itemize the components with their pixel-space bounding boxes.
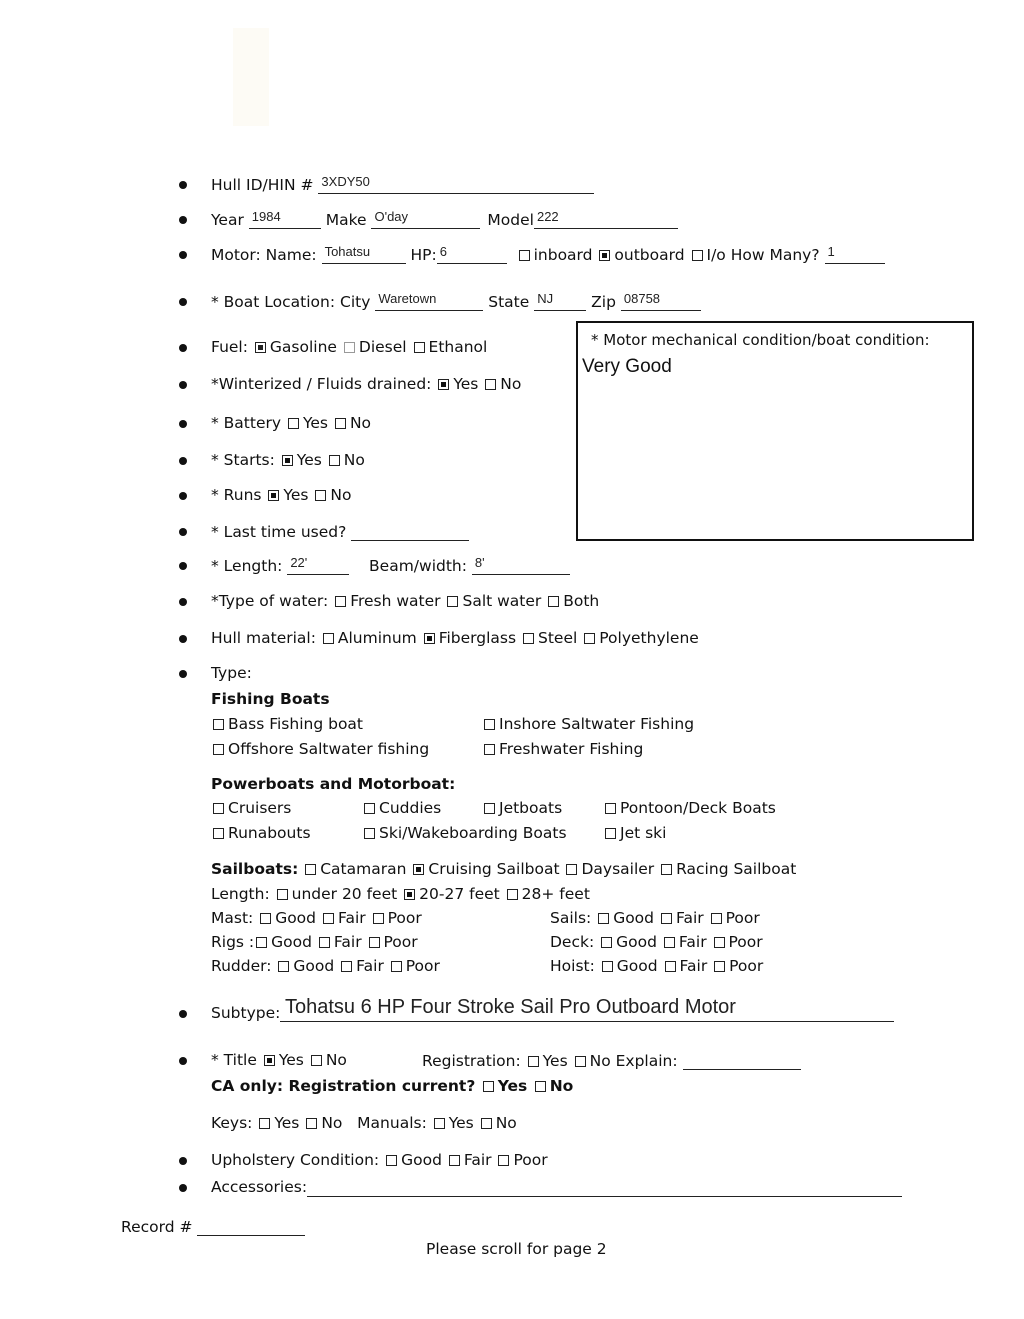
city-value: Waretown xyxy=(378,291,437,306)
upholstery-good-label: Good xyxy=(401,1151,442,1169)
deck-fair-label: Fair xyxy=(678,933,707,951)
manuals-no-label: No xyxy=(495,1114,517,1132)
hoist-poor-checkbox[interactable] xyxy=(714,961,725,972)
rudder-poor-checkbox[interactable] xyxy=(391,961,402,972)
bullet xyxy=(179,1057,187,1065)
starts-no-label: No xyxy=(343,451,365,469)
starts-yes-checkbox[interactable] xyxy=(282,455,293,466)
beam-label: Beam/width: xyxy=(369,557,467,575)
fiberglass-checkbox[interactable] xyxy=(424,633,435,644)
city-label: * Boat Location: City xyxy=(211,293,371,311)
ca-yes-label: Yes xyxy=(497,1077,528,1095)
20-27-checkbox[interactable] xyxy=(404,889,415,900)
freshwater-checkbox[interactable] xyxy=(484,744,495,755)
title-yes-label: Yes xyxy=(278,1051,304,1069)
registration-explain-field[interactable] xyxy=(683,1051,801,1070)
outboard-label: outboard xyxy=(614,246,685,264)
title-no-label: No xyxy=(325,1051,347,1069)
sailboats-row xyxy=(211,860,796,878)
starts-row xyxy=(211,451,365,469)
rigs-row xyxy=(211,933,418,951)
diesel-label: Diesel xyxy=(358,338,407,356)
ca-no-checkbox[interactable] xyxy=(535,1081,546,1092)
sail-length-row xyxy=(211,885,590,903)
inboard-label: inboard xyxy=(533,246,593,264)
make-value: O'day xyxy=(374,209,409,224)
mast-fair-checkbox[interactable] xyxy=(323,913,334,924)
state-label: State xyxy=(488,293,530,311)
runs-yes-label: Yes xyxy=(283,486,309,504)
freshwater-label: Freshwater Fishing xyxy=(499,740,644,758)
fresh-water-checkbox[interactable] xyxy=(335,596,346,607)
freshwater-option xyxy=(482,740,643,758)
keys-no-label: No xyxy=(321,1114,343,1132)
manuals-no-checkbox[interactable] xyxy=(481,1118,492,1129)
pontoon-checkbox[interactable] xyxy=(605,803,616,814)
make-field[interactable] xyxy=(371,210,480,229)
cuddies-option xyxy=(362,799,441,817)
offshore-label: Offshore Saltwater fishing xyxy=(228,740,430,758)
ethanol-label: Ethanol xyxy=(428,338,488,356)
fuel-label: Fuel: xyxy=(211,338,248,356)
upholstery-fair-checkbox[interactable] xyxy=(449,1155,460,1166)
daysailer-checkbox[interactable] xyxy=(566,864,577,875)
last-used-row xyxy=(211,522,469,541)
rigs-poor-checkbox[interactable] xyxy=(369,937,380,948)
registration-label: Registration: xyxy=(422,1052,521,1070)
winterized-no-checkbox[interactable] xyxy=(485,379,496,390)
year-row xyxy=(211,210,678,229)
length-label: * Length: xyxy=(211,557,283,575)
water-label: *Type of water: xyxy=(211,592,329,610)
rigs-good-checkbox[interactable] xyxy=(256,937,267,948)
rudder-good-label: Good xyxy=(293,957,335,975)
bullet xyxy=(179,381,187,389)
motor-name-value: Tohatsu xyxy=(324,244,371,259)
ca-row xyxy=(211,1077,573,1095)
bullet xyxy=(179,251,187,259)
registration-row xyxy=(422,1051,801,1070)
model-label: Model xyxy=(487,211,534,229)
motor-label: Motor: Name: xyxy=(211,246,317,264)
jetski-label: Jet ski xyxy=(620,824,667,842)
zip-value: 08758 xyxy=(623,291,661,306)
hull-row xyxy=(211,175,594,194)
keys-no-checkbox[interactable] xyxy=(306,1118,317,1129)
make-label: Make xyxy=(325,211,367,229)
rigs-poor-label: Poor xyxy=(383,933,418,951)
registration-no-checkbox[interactable] xyxy=(575,1056,586,1067)
ethanol-checkbox[interactable] xyxy=(414,342,425,353)
sails-row xyxy=(550,909,760,927)
cuddies-checkbox[interactable] xyxy=(364,803,375,814)
sails-poor-label: Poor xyxy=(725,909,760,927)
inshore-label: Inshore Saltwater Fishing xyxy=(499,715,695,733)
water-row xyxy=(211,592,599,610)
rudder-fair-checkbox[interactable] xyxy=(341,961,352,972)
offshore-option xyxy=(211,740,429,758)
ski-label: Ski/Wakeboarding Boats xyxy=(379,824,567,842)
upholstery-row xyxy=(211,1151,548,1169)
state-field[interactable] xyxy=(534,292,586,311)
battery-label: * Battery xyxy=(211,414,282,432)
ski-checkbox[interactable] xyxy=(364,828,375,839)
gasoline-checkbox[interactable] xyxy=(255,342,266,353)
keys-yes-checkbox[interactable] xyxy=(259,1118,270,1129)
registration-yes-label: Yes xyxy=(542,1052,568,1070)
hoist-good-checkbox[interactable] xyxy=(602,961,613,972)
battery-no-checkbox[interactable] xyxy=(335,418,346,429)
jetski-option xyxy=(603,824,666,842)
deck-fair-checkbox[interactable] xyxy=(664,937,675,948)
bullet xyxy=(179,492,187,500)
both-water-label: Both xyxy=(563,592,600,610)
accessories-label: Accessories: xyxy=(211,1178,308,1196)
title-label: * Title xyxy=(211,1051,257,1069)
bullet xyxy=(179,1010,187,1018)
upholstery-poor-checkbox[interactable] xyxy=(498,1155,509,1166)
manuals-yes-label: Yes xyxy=(448,1114,474,1132)
steel-label: Steel xyxy=(538,629,578,647)
starts-label: * Starts: xyxy=(211,451,275,469)
subtype-field[interactable] xyxy=(280,996,894,1022)
bullet xyxy=(179,457,187,465)
keys-yes-label: Yes xyxy=(274,1114,300,1132)
state-value: NJ xyxy=(537,291,554,306)
upholstery-fair-label: Fair xyxy=(463,1151,492,1169)
beam-field[interactable] xyxy=(472,556,570,575)
title-no-checkbox[interactable] xyxy=(311,1055,322,1066)
deck-good-checkbox[interactable] xyxy=(601,937,612,948)
battery-row xyxy=(211,414,371,432)
title-yes-checkbox[interactable] xyxy=(264,1055,275,1066)
mast-good-label: Good xyxy=(275,909,317,927)
polyethylene-checkbox[interactable] xyxy=(584,633,595,644)
upholstery-good-checkbox[interactable] xyxy=(386,1155,397,1166)
jetboats-checkbox[interactable] xyxy=(484,803,495,814)
mast-poor-label: Poor xyxy=(387,909,422,927)
hoist-poor-label: Poor xyxy=(729,957,764,975)
rigs-label: Rigs : xyxy=(211,933,255,951)
motor-row xyxy=(211,245,885,264)
record-label: Record # xyxy=(121,1218,193,1236)
bass-label: Bass Fishing boat xyxy=(228,715,363,733)
hull-field[interactable] xyxy=(318,175,594,194)
deck-row xyxy=(550,933,763,951)
diesel-checkbox[interactable] xyxy=(344,342,355,353)
location-row xyxy=(211,292,701,311)
mast-row xyxy=(211,909,422,927)
inboard-checkbox[interactable] xyxy=(519,250,530,261)
starts-no-checkbox[interactable] xyxy=(329,455,340,466)
20-27-label: 20-27 feet xyxy=(419,885,500,903)
bullet xyxy=(179,562,187,570)
accessories-field[interactable] xyxy=(307,1178,902,1197)
condition-value: Very Good xyxy=(582,356,672,377)
winterized-no-label: No xyxy=(500,375,522,393)
mast-good-checkbox[interactable] xyxy=(260,913,271,924)
winterized-label: *Winterized / Fluids drained: xyxy=(211,375,432,393)
how-many-value: 1 xyxy=(827,244,835,259)
sails-good-label: Good xyxy=(613,909,655,927)
cruising-sailboat-checkbox[interactable] xyxy=(413,864,424,875)
year-field[interactable] xyxy=(249,210,321,229)
last-used-field[interactable] xyxy=(351,522,469,541)
how-many-field[interactable] xyxy=(825,245,885,264)
sail-length-label: Length: xyxy=(211,885,270,903)
runabouts-option xyxy=(211,824,311,842)
bass-checkbox[interactable] xyxy=(213,719,224,730)
aluminum-label: Aluminum xyxy=(337,629,417,647)
ski-option xyxy=(362,824,567,842)
jetski-checkbox[interactable] xyxy=(605,828,616,839)
starts-yes-label: Yes xyxy=(296,451,322,469)
hp-value: 6 xyxy=(439,244,447,259)
pontoon-label: Pontoon/Deck Boats xyxy=(620,799,776,817)
winterized-yes-checkbox[interactable] xyxy=(438,379,449,390)
registration-yes-checkbox[interactable] xyxy=(528,1056,539,1067)
deck-good-label: Good xyxy=(616,933,657,951)
daysailer-label: Daysailer xyxy=(581,860,655,878)
deck-label: Deck: xyxy=(550,933,595,951)
under-20-label: under 20 feet xyxy=(291,885,398,903)
bullet xyxy=(179,598,187,606)
pontoon-option xyxy=(603,799,776,817)
manuals-label: Manuals: xyxy=(357,1114,427,1132)
28-plus-label: 28+ feet xyxy=(521,885,590,903)
subtype-value: Tohatsu 6 HP Four Stroke Sail Pro Outboard Motor xyxy=(285,996,736,1018)
salt-water-label: Salt water xyxy=(462,592,542,610)
year-label: Year xyxy=(211,211,244,229)
fiberglass-label: Fiberglass xyxy=(438,629,517,647)
registration-no-explain-label: No Explain: xyxy=(589,1052,678,1070)
fuel-row xyxy=(211,338,487,356)
battery-no-label: No xyxy=(349,414,372,432)
bullet xyxy=(179,298,187,306)
last-used-label: * Last time used? xyxy=(211,523,347,541)
fresh-water-label: Fresh water xyxy=(350,592,441,610)
bullet xyxy=(179,635,187,643)
ca-label: CA only: Registration current? xyxy=(211,1077,476,1095)
hoist-row xyxy=(550,957,763,975)
cuddies-label: Cuddies xyxy=(379,799,442,817)
polyethylene-label: Polyethylene xyxy=(599,629,699,647)
model-value: 222 xyxy=(536,209,559,224)
hoist-label: Hoist: xyxy=(550,957,595,975)
hoist-fair-label: Fair xyxy=(679,957,708,975)
bass-option xyxy=(211,715,363,733)
zip-field[interactable] xyxy=(621,292,701,311)
runs-row xyxy=(211,486,351,504)
salt-water-checkbox[interactable] xyxy=(447,596,458,607)
length-row xyxy=(211,556,570,575)
hoist-good-label: Good xyxy=(616,957,658,975)
jetboats-option xyxy=(482,799,562,817)
condition-label: * Motor mechanical condition/boat condition: xyxy=(591,331,930,349)
ca-no-label: No xyxy=(549,1077,574,1095)
steel-checkbox[interactable] xyxy=(523,633,534,644)
hp-label: HP: xyxy=(410,246,437,264)
offshore-checkbox[interactable] xyxy=(213,744,224,755)
scan-artifact xyxy=(233,28,269,126)
length-value: 22' xyxy=(290,555,308,570)
manuals-yes-checkbox[interactable] xyxy=(434,1118,445,1129)
winterized-yes-label: Yes xyxy=(453,375,479,393)
hull-value: 3XDY50 xyxy=(321,174,370,189)
aluminum-checkbox[interactable] xyxy=(323,633,334,644)
upholstery-label: Upholstery Condition: xyxy=(211,1151,380,1169)
record-row xyxy=(121,1217,305,1236)
keys-row xyxy=(211,1114,517,1132)
length-field[interactable] xyxy=(287,556,349,575)
bullet xyxy=(179,420,187,428)
power-heading: Powerboats and Motorboat: xyxy=(211,775,456,793)
sails-fair-label: Fair xyxy=(675,909,704,927)
under-20-checkbox[interactable] xyxy=(277,889,288,900)
cruisers-option xyxy=(211,799,291,817)
runs-label: * Runs xyxy=(211,486,262,504)
cruising-sailboat-label: Cruising Sailboat xyxy=(428,860,560,878)
inshore-checkbox[interactable] xyxy=(484,719,495,730)
bullet xyxy=(179,344,187,352)
rigs-good-label: Good xyxy=(271,933,312,951)
bullet xyxy=(179,216,187,224)
zip-label: Zip xyxy=(591,293,616,311)
catamaran-label: Catamaran xyxy=(320,860,407,878)
year-value: 1984 xyxy=(251,209,281,224)
sails-poor-checkbox[interactable] xyxy=(711,913,722,924)
motor-name-field[interactable] xyxy=(322,245,406,264)
runabouts-checkbox[interactable] xyxy=(213,828,224,839)
mast-fair-label: Fair xyxy=(337,909,366,927)
upholstery-poor-label: Poor xyxy=(513,1151,548,1169)
winterized-row xyxy=(211,375,521,393)
model-field[interactable] xyxy=(534,210,678,229)
deck-poor-label: Poor xyxy=(728,933,763,951)
rigs-fair-checkbox[interactable] xyxy=(319,937,330,948)
beam-value: 8' xyxy=(474,555,485,570)
keys-label: Keys: xyxy=(211,1114,253,1132)
sails-label: Sails: xyxy=(550,909,592,927)
sails-fair-checkbox[interactable] xyxy=(661,913,672,924)
type-label: Type: xyxy=(211,664,252,682)
hp-field[interactable] xyxy=(437,245,507,264)
rudder-fair-label: Fair xyxy=(356,957,384,975)
mast-label: Mast: xyxy=(211,909,254,927)
28-plus-checkbox[interactable] xyxy=(507,889,518,900)
mast-poor-checkbox[interactable] xyxy=(373,913,384,924)
condition-box[interactable] xyxy=(576,321,974,541)
bullet xyxy=(179,1184,187,1192)
city-field[interactable] xyxy=(375,292,483,311)
ca-yes-checkbox[interactable] xyxy=(483,1081,494,1092)
io-checkbox[interactable] xyxy=(692,250,703,261)
rudder-good-checkbox[interactable] xyxy=(278,961,289,972)
cruisers-label: Cruisers xyxy=(228,799,292,817)
bullet xyxy=(179,181,187,189)
runs-no-checkbox[interactable] xyxy=(315,490,326,501)
cruisers-checkbox[interactable] xyxy=(213,803,224,814)
both-water-checkbox[interactable] xyxy=(548,596,559,607)
racing-sailboat-label: Racing Sailboat xyxy=(676,860,797,878)
deck-poor-checkbox[interactable] xyxy=(714,937,725,948)
record-field[interactable] xyxy=(197,1217,305,1236)
racing-sailboat-checkbox[interactable] xyxy=(661,864,672,875)
scroll-notice: Please scroll for page 2 xyxy=(426,1240,607,1258)
rudder-row xyxy=(211,957,440,975)
rudder-label: Rudder: xyxy=(211,957,272,975)
gasoline-label: Gasoline xyxy=(269,338,337,356)
catamaran-checkbox[interactable] xyxy=(305,864,316,875)
hull-material-label: Hull material: xyxy=(211,629,316,647)
rigs-fair-label: Fair xyxy=(333,933,362,951)
outboard-checkbox[interactable] xyxy=(599,250,610,261)
io-label: I/o How Many? xyxy=(706,246,820,264)
hull-label: Hull ID/HIN # xyxy=(211,176,314,194)
battery-yes-checkbox[interactable] xyxy=(288,418,299,429)
bullet xyxy=(179,1157,187,1165)
title-row xyxy=(211,1051,347,1069)
fishing-heading: Fishing Boats xyxy=(211,690,330,708)
runs-no-label: No xyxy=(330,486,352,504)
sailboats-heading: Sailboats: xyxy=(211,860,299,878)
bullet xyxy=(179,528,187,536)
rudder-poor-label: Poor xyxy=(405,957,440,975)
inshore-option xyxy=(482,715,694,733)
bullet xyxy=(179,670,187,678)
sails-good-checkbox[interactable] xyxy=(598,913,609,924)
subtype-label: Subtype: xyxy=(211,1004,281,1022)
battery-yes-label: Yes xyxy=(302,414,329,432)
runabouts-label: Runabouts xyxy=(228,824,311,842)
jetboats-label: Jetboats xyxy=(499,799,563,817)
runs-yes-checkbox[interactable] xyxy=(268,490,279,501)
hull-material-row xyxy=(211,629,699,647)
hoist-fair-checkbox[interactable] xyxy=(665,961,676,972)
